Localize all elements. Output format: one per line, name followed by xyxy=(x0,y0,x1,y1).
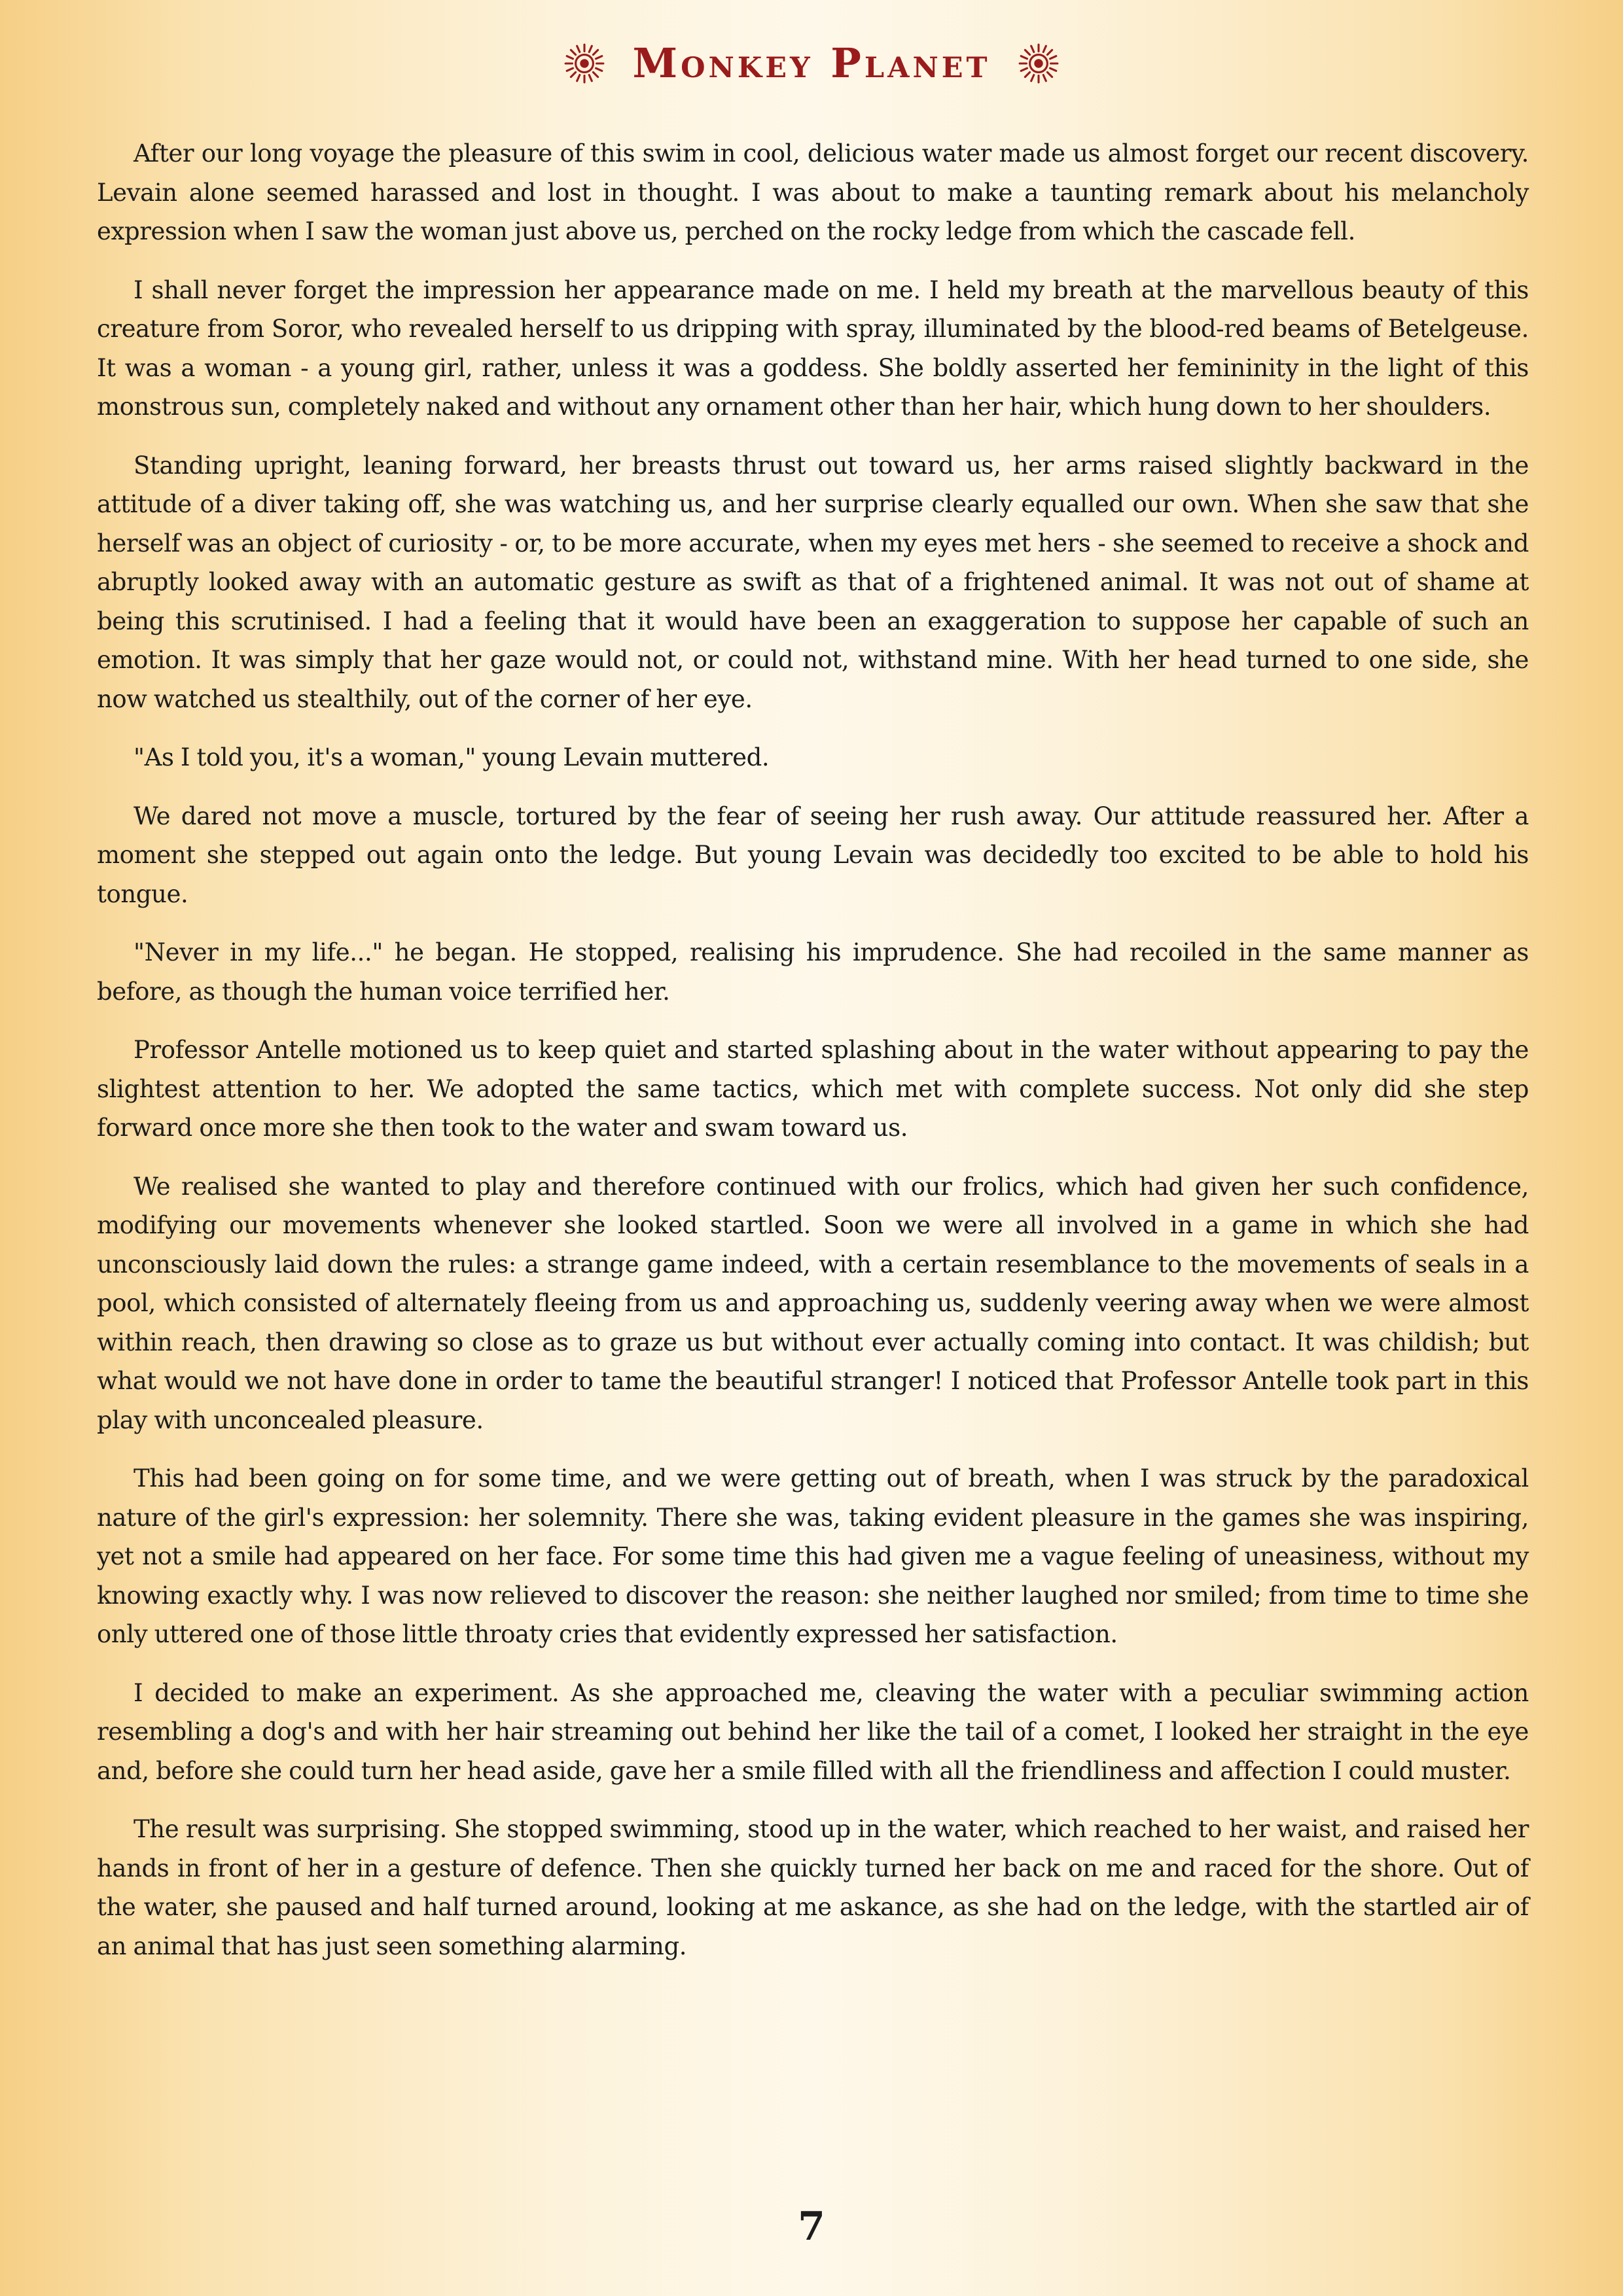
sun-ornament-icon xyxy=(1017,42,1060,85)
paragraph: Standing upright, leaning forward, her breasts thrust out toward us, her arms raised slightly backward in the attitude of a diver taking off, she was watching us, and her surprise clearly equalled our own. When she saw that she herself was an object of curiosity - or, to be more accurate, when my eyes met hers - she seemed to receive a shock and abruptly looked away with an automatic gesture as swift as that of a frightened animal. It was not out of shame at being this scrutinised. I had a feeling that it would have been an exaggeration to suppose her capable of such an emotion. It was simply that her gaze would not, or could not, withstand mine. With her head turned to one side, she now watched us stealthily, out of the corner of her eye. xyxy=(97,451,1529,713)
paragraph: After our long voyage the pleasure of this swim in cool, delicious water made us almost forget our recent discovery. Levain alone seemed harassed and lost in thought. I was about to make a taunting remark about his melancholy expression when I saw the woman just above us, perched on the rocky ledge from which the cascade fell. xyxy=(97,139,1529,245)
paragraph: I decided to make an experiment. As she approached me, cleaving the water with a peculiar swimming action resembling a dog's and with her hair streaming out behind her like the tail of a comet, I looked her straight in the eye and, before she could turn her head aside, gave her a smile filled with all the friendliness and affection I could muster. xyxy=(97,1678,1529,1785)
paragraph: The result was surprising. She stopped swimming, stood up in the water, which reached to her waist, and raised her hands in front of her in a gesture of defence. Then she quickly turned her back on me and raced for the shore. Out of the water, she paused and half turned around, looking at me askance, as she had on the ledge, with the startled air of an animal that has just seen something alarming. xyxy=(97,1815,1529,1960)
paragraph: "As I told you, it's a woman," young Levain muttered. xyxy=(134,743,770,771)
sun-ornament-icon xyxy=(563,42,606,85)
paragraph: Professor Antelle motioned us to keep quiet and started splashing about in the water without appearing to pay the slightest attention to her. We adopted the same tactics, which met with complete success. Not only did she step forward once more she then took to the water and swam toward us. xyxy=(97,1036,1529,1142)
page-header xyxy=(0,27,1623,99)
body-text xyxy=(97,134,1529,1985)
paragraph: This had been going on for some time, and we were getting out of breath, when I was struck by the paradoxical nature of the girl's expression: her solemnity. There she was, taking evident pleasure in the games she was inspiring, yet not a smile had appeared on her face. For some time this had given me a vague feeling of uneasiness, without my knowing exactly why. I was now relieved to discover the reason: she neither laughed nor smiled; from time to time she only uttered one of those little throaty cries that evidently expressed her satisfaction. xyxy=(97,1464,1529,1648)
paragraph: We realised she wanted to play and therefore continued with our frolics, which had given her such confidence, modifying our movements whenever she looked startled. Soon we were all involved in a game in which she had unconsciously laid down the rules: a strange game indeed, with a certain resemblance to the movements of seals in a pool, which consisted of alternately fleeing from us and approaching us, suddenly veering away when we were almost within reach, then drawing so close as to graze us but without ever actually coming into contact. It was childish; but what would we not have done in order to tame the beautiful stranger! I noticed that Professor Antelle took part in this play with unconcealed pleasure. xyxy=(97,1172,1529,1434)
paragraph: We dared not move a muscle, tortured by the fear of seeing her rush away. Our attitude reassured her. After a moment she stepped out again onto the ledge. But young Levain was decidedly too excited to be able to hold his tongue. xyxy=(97,802,1529,908)
paragraph: "Never in my life..." he began. He stopped, realising his imprudence. She had recoiled in the same manner as before, as though the human voice terrified her. xyxy=(97,938,1529,1006)
paragraph: I shall never forget the impression her appearance made on me. I held my breath at the marvellous beauty of this creature from Soror, who revealed herself to us dripping with spray, illuminated by the blood-red beams of Betelgeuse. It was a woman - a young girl, rather, unless it was a goddess. She boldly asserted her femininity in the light of this monstrous sun, completely naked and without any ornament other than her hair, which hung down to her shoulders. xyxy=(97,275,1529,421)
page-number: 7 xyxy=(798,2204,825,2250)
page-title: Monkey Planet xyxy=(632,39,991,87)
